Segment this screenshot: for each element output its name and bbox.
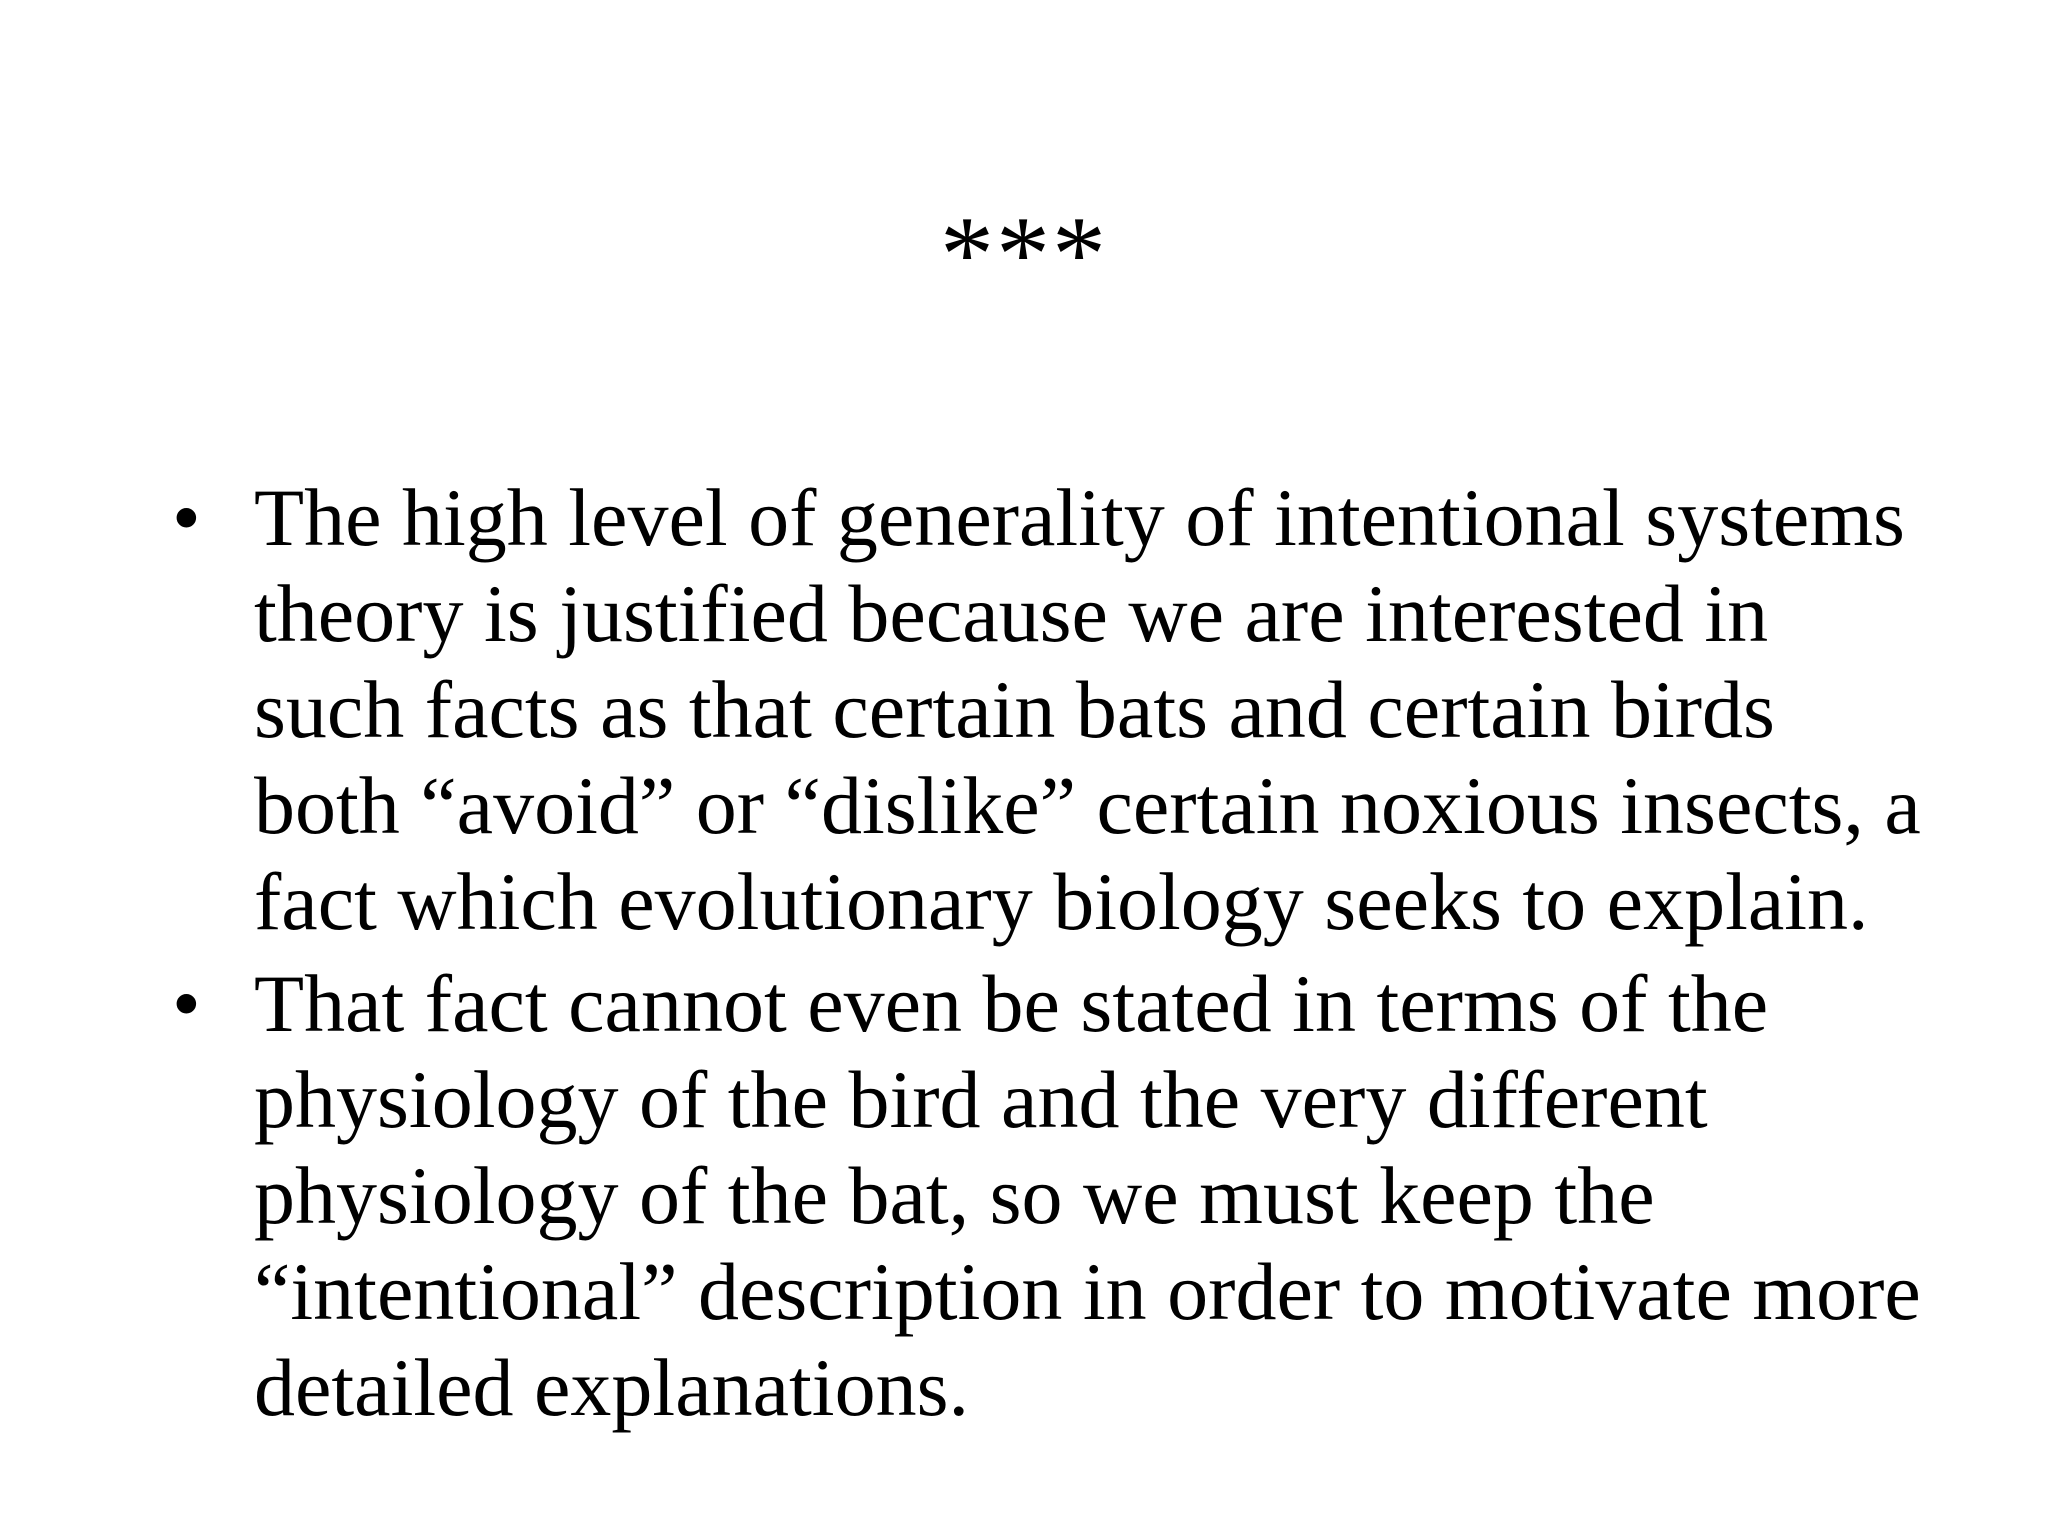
bullet-item <box>172 956 1932 1436</box>
slide-title: *** <box>940 195 1108 314</box>
bullet-icon: • <box>172 958 201 1049</box>
bullet-text: That fact cannot even be stated in terms of the physiology of the bird and the very different physiology of the bat, so we must keep the “intentional” description in order to motivate more detailed explanations. <box>254 958 1921 1433</box>
bullet-icon: • <box>172 472 201 563</box>
bullet-text: The high level of generality of intentional systems theory is justified because we are interested in such facts as that certain bats and certain birds both “avoid” or “dislike” certain noxious insects, a fact which evolutionary biology seeks to explain. <box>254 472 1921 947</box>
bullet-list <box>172 470 1932 1442</box>
bullet-item <box>172 470 1932 950</box>
